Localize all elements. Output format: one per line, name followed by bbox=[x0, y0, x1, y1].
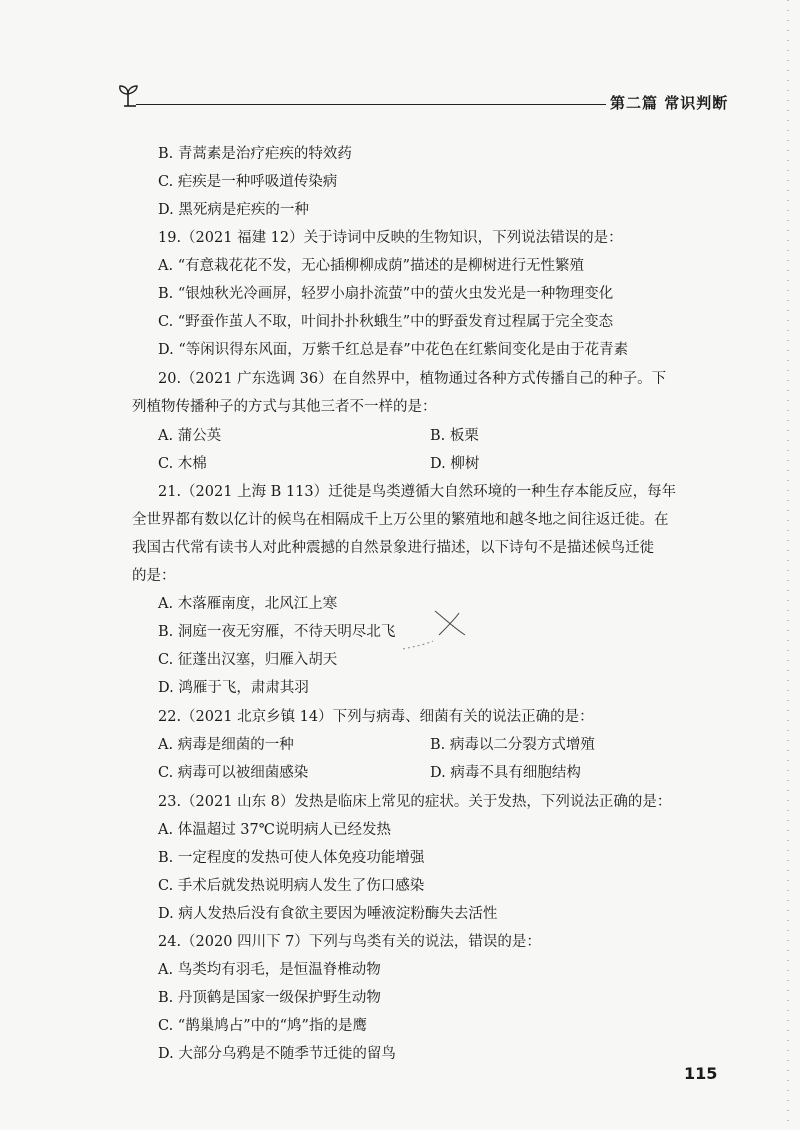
question-23-stem: 23.（2021 山东 8）发热是临床上常见的症状。关于发热，下列说法正确的是： bbox=[158, 794, 672, 810]
option-24-c: C. “鹊巢鸠占”中的“鸠”指的是鹰 bbox=[158, 1018, 367, 1034]
page-number: 115 bbox=[684, 1064, 718, 1083]
option-18-b: B. 青蒿素是治疗疟疾的特效药 bbox=[158, 146, 352, 162]
option-22-c: C. 病毒可以被细菌感染 bbox=[158, 765, 309, 781]
question-24-stem: 24.（2020 四川下 7）下列与鸟类有关的说法，错误的是： bbox=[158, 934, 541, 950]
page-header bbox=[112, 84, 729, 120]
option-23-c: C. 手术后就发热说明病人发生了伤口感染 bbox=[158, 878, 425, 894]
option-22-d: D. 病毒不具有细胞结构 bbox=[430, 765, 581, 781]
option-20-c: C. 木棉 bbox=[158, 456, 207, 472]
question-21-stem-3: 我国古代常有读书人对此种震撼的自然景象进行描述，以下诗句不是描述候鸟迁徙 bbox=[132, 540, 654, 556]
scan-edge-noise bbox=[785, 0, 791, 1130]
option-21-d: D. 鸿雁于飞，肃肃其羽 bbox=[158, 680, 309, 696]
option-22-a: A. 病毒是细菌的一种 bbox=[158, 737, 294, 753]
header-rule bbox=[136, 104, 606, 105]
option-22-b: B. 病毒以二分裂方式增殖 bbox=[430, 737, 595, 753]
option-23-b: B. 一定程度的发热可使人体免疫功能增强 bbox=[158, 850, 425, 866]
option-21-a: A. 木落雁南度，北风江上寒 bbox=[158, 596, 338, 612]
question-22-stem: 22.（2021 北京乡镇 14）下列与病毒、细菌有关的说法正确的是： bbox=[158, 709, 594, 725]
question-21-stem-2: 全世界都有数以亿计的候鸟在相隔成千上万公里的繁殖地和越冬地之间往返迁徙。在 bbox=[132, 512, 669, 528]
option-19-d: D. “等闲识得东风面，万紫千红总是春”中花色在红紫间变化是由于花青素 bbox=[158, 342, 629, 358]
question-20-stem-1: 20.（2021 广东选调 36）在自然界中，植物通过各种方式传播自己的种子。下 bbox=[158, 371, 667, 387]
option-19-c: C. “野蚕作茧人不取，叶间扑扑秋蛾生”中的野蚕发育过程属于完全变态 bbox=[158, 314, 614, 330]
option-21-b: B. 洞庭一夜无穷雁，不待天明尽北飞 bbox=[158, 624, 396, 640]
option-24-b: B. 丹顶鹤是国家一级保护野生动物 bbox=[158, 990, 381, 1006]
question-21-stem-4: 的是： bbox=[132, 568, 176, 584]
option-24-a: A. 鸟类均有羽毛，是恒温脊椎动物 bbox=[158, 962, 381, 978]
option-23-a: A. 体温超过 37℃说明病人已经发热 bbox=[158, 822, 391, 838]
handwritten-cross-mark bbox=[395, 605, 475, 655]
option-20-d: D. 柳树 bbox=[430, 456, 480, 472]
option-18-c: C. 疟疾是一种呼吸道传染病 bbox=[158, 174, 338, 190]
section-title: 第二篇 常识判断 bbox=[610, 94, 729, 112]
question-20-stem-2: 列植物传播种子的方式与其他三者不一样的是： bbox=[132, 399, 437, 415]
option-18-d: D. 黑死病是疟疾的一种 bbox=[158, 202, 309, 218]
option-20-b: B. 板栗 bbox=[430, 428, 479, 444]
option-24-d: D. 大部分乌鸦是不随季节迁徙的留鸟 bbox=[158, 1046, 396, 1062]
question-21-stem-1: 21.（2021 上海 B 113）迁徙是鸟类遵循大自然环境的一种生存本能反应，每年 bbox=[158, 484, 677, 500]
option-20-a: A. 蒲公英 bbox=[158, 428, 222, 444]
option-19-a: A. “有意栽花花不发，无心插柳柳成荫”描述的是柳树进行无性繁殖 bbox=[158, 258, 585, 274]
question-19-stem: 19.（2021 福建 12）关于诗词中反映的生物知识，下列说法错误的是： bbox=[158, 230, 623, 246]
option-23-d: D. 病人发热后没有食欲主要因为唾液淀粉酶失去活性 bbox=[158, 906, 498, 922]
option-21-c: C. 征蓬出汉塞，归雁入胡天 bbox=[158, 652, 338, 668]
option-19-b: B. “银烛秋光冷画屏，轻罗小扇扑流萤”中的萤火虫发光是一种物理变化 bbox=[158, 286, 614, 302]
